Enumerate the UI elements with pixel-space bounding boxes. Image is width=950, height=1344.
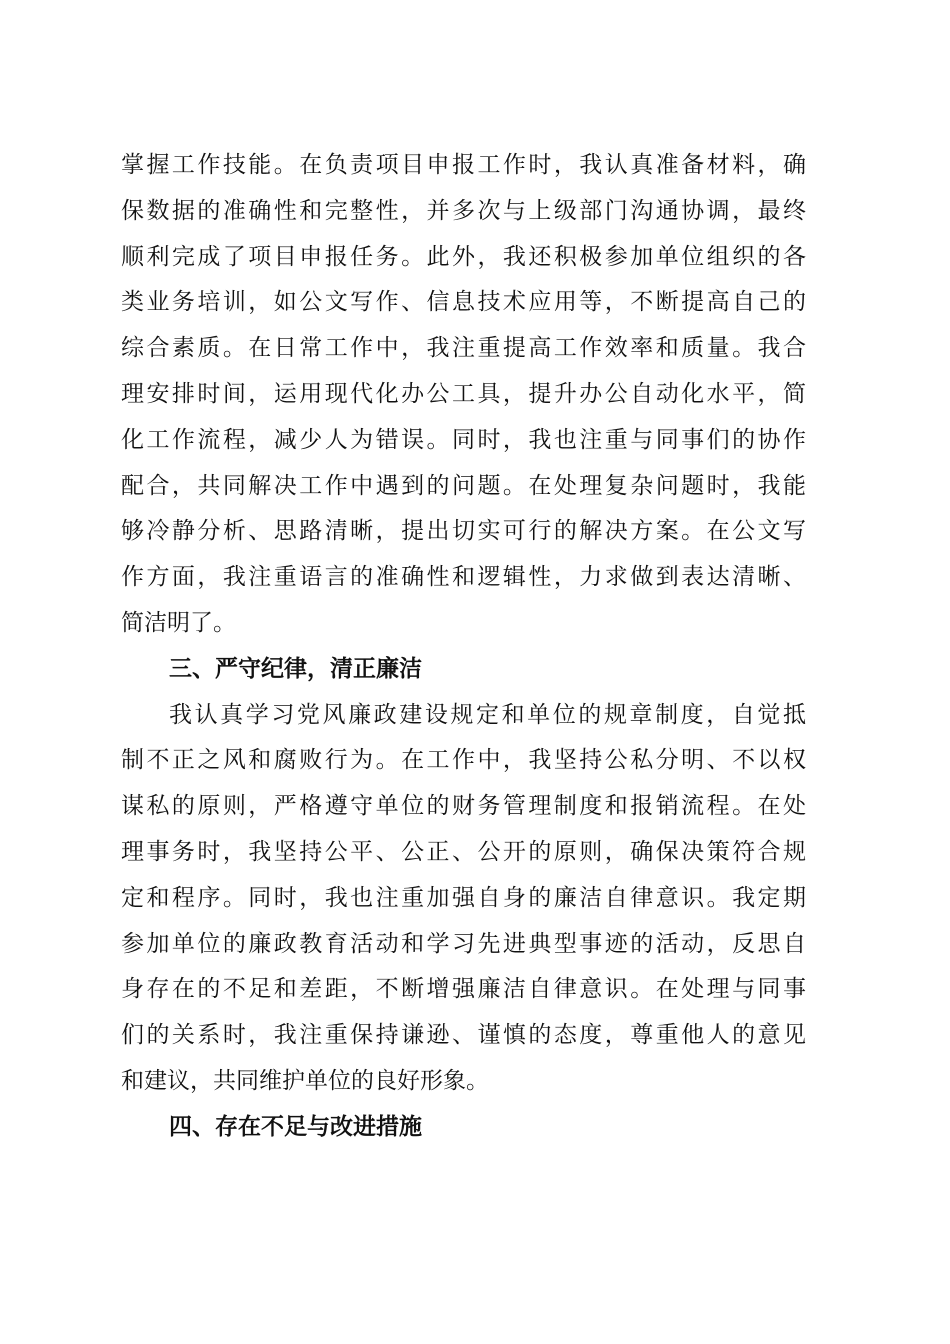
paragraph-line: 化工作流程，减少人为错误。同时，我也注重与同事们的协作 (121, 426, 806, 453)
paragraph-line: 简洁明了。 (121, 609, 236, 636)
section-heading: 四、存在不足与改进措施 (169, 1113, 422, 1140)
paragraph-line: 们的关系时，我注重保持谦逊、谨慎的态度，尊重他人的意见 (121, 1022, 806, 1049)
paragraph-line: 制不正之风和腐败行为。在工作中，我坚持公私分明、不以权 (121, 747, 806, 774)
paragraph-line: 顺利完成了项目申报任务。此外，我还积极参加单位组织的各 (121, 243, 806, 270)
paragraph-line: 保数据的准确性和完整性，并多次与上级部门沟通协调，最终 (121, 197, 806, 224)
paragraph-line: 够冷静分析、思路清晰，提出切实可行的解决方案。在公文写 (121, 518, 806, 545)
paragraph-line: 掌握工作技能。在负责项目申报工作时，我认真准备材料，确 (121, 152, 806, 178)
paragraph-line: 谋私的原则，严格遵守单位的财务管理制度和报销流程。在处 (121, 793, 806, 820)
paragraph-line: 综合素质。在日常工作中，我注重提高工作效率和质量。我合 (121, 335, 806, 362)
paragraph-line: 作方面，我注重语言的准确性和逻辑性，力求做到表达清晰、 (121, 564, 806, 591)
paragraph-line: 配合，共同解决工作中遇到的问题。在处理复杂问题时，我能 (121, 472, 806, 499)
paragraph-line: 和建议，共同维护单位的良好形象。 (121, 1067, 489, 1094)
paragraph-line: 定和程序。同时，我也注重加强自身的廉洁自律意识。我定期 (121, 884, 806, 911)
paragraph-line: 我认真学习党风廉政建设规定和单位的规章制度，自觉抵 (169, 701, 806, 728)
paragraph-line: 理安排时间，运用现代化办公工具，提升办公自动化水平，简 (121, 380, 806, 407)
paragraph-line: 参加单位的廉政教育活动和学习先进典型事迹的活动，反思自 (121, 930, 806, 957)
document-body (121, 143, 806, 1151)
section-heading: 三、严守纪律，清正廉洁 (169, 655, 422, 682)
paragraph-line: 理事务时，我坚持公平、公正、公开的原则，确保决策符合规 (121, 838, 806, 865)
paragraph-line: 身存在的不足和差距，不断增强廉洁自律意识。在处理与同事 (121, 976, 806, 1003)
paragraph-line: 类业务培训，如公文写作、信息技术应用等，不断提高自己的 (121, 289, 806, 316)
